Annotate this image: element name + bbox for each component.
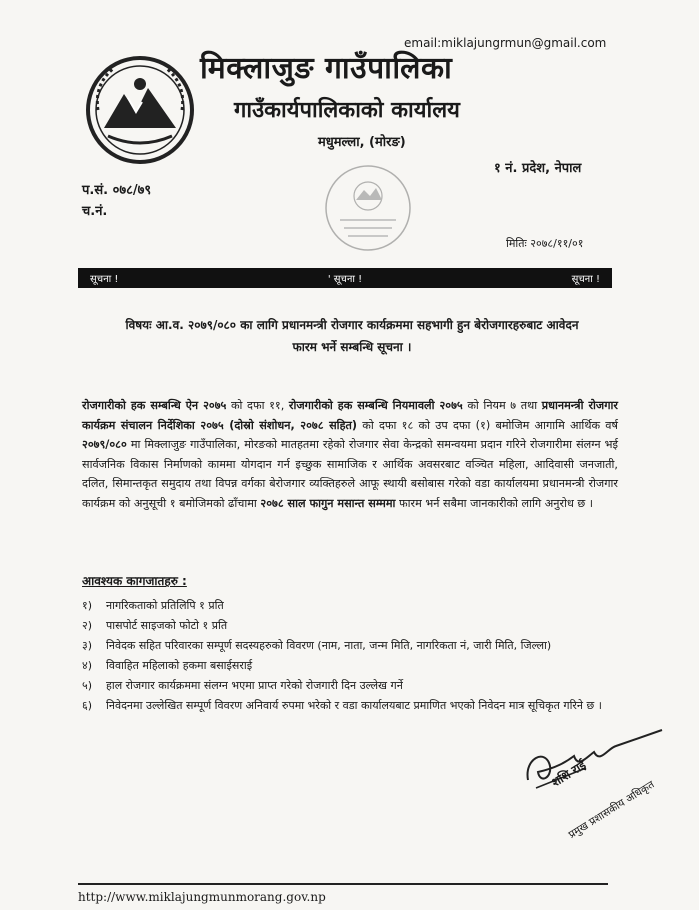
- list-text: निवेदनमा उल्लेखित सम्पूर्ण विवरण अनिवार्य रुपमा भरेको र वडा कार्यालयबाट प्रमाणित भएको निवेदन मात्र सूचिकृत गरिने छ ।: [106, 699, 602, 712]
- municipality-title: मिक्लाजुङ गाउँपालिका: [200, 51, 453, 86]
- body-bold-text: २०७८ साल फागुन मसान्त सम्ममा: [260, 496, 396, 510]
- list-text: विवाहित महिलाको हकमा बसाईसराई: [106, 659, 253, 672]
- body-text: मा मिक्लाजुङ गाउँपालिका, मोरङको मातहतमा रहेको रोजगार सेवा केन्द्रको समन्वयमा प्रदान गरिने रोजगारीमा संलग्न भई सार्वजनिक विकास निर्माणको काममा योगदान गर्न इच्छुक सामाजिक र आर्थिक अवसरबाट वञ्चित महिला, आदिवासी जनजाती, दलित, सिमान्तकृत समुदाय तथा विपन्न वर्गका बेरोजगार व्यक्तिहरुले आफू स्थायी बसोबास गरेको वडा कार्यालयमा प्रधानमन्त्री रोजगार कार्यक्रम को अनुसूची १ बमोजिमको ढाँचामा: [82, 438, 618, 510]
- notice-label: सूचना !: [571, 274, 600, 285]
- address-text: मधुमल्ला, (मोरङ): [318, 135, 406, 150]
- body-text: फारम भर्न सबैमा जानकारीको लागि अनुरोध छ ।: [395, 496, 594, 510]
- body-bold-text: रोजगारीको हक सम्बन्धि ऐन २०७५: [82, 399, 227, 412]
- list-number: ६): [82, 699, 93, 712]
- notice-label: सूचना !: [90, 274, 119, 285]
- footer-divider: [78, 883, 608, 885]
- province-text: १ नं. प्रदेश, नेपाल: [494, 161, 582, 176]
- list-text: हाल रोजगार कार्यक्रममा संलग्न भएमा प्राप्त गरेको रोजगारी दिन उल्लेख गर्ने: [106, 679, 403, 692]
- website-url: http://www.miklajungmunmorang.gov.np: [78, 890, 326, 904]
- body-bold-text: प्रधानमन्त्री रोजगार कार्यक्रम संचालन निर्देशिका २०७५ (दोस्रो संशोधन, २०७८ सहित): [82, 399, 618, 432]
- body-text: को नियम ७ तथा: [462, 399, 542, 412]
- office-stamp-seal: [322, 162, 414, 254]
- dispatch-number: च.नं.: [82, 204, 108, 219]
- list-text: निवेदक सहित परिवारका सम्पूर्ण सदस्यहरुको विवरण (नाम, नाता, जन्म मिति, नागरिकता नं, जारी मिति, जिल्ला): [106, 639, 552, 652]
- list-item: [82, 636, 618, 656]
- signer-name: शशि राई: [549, 757, 589, 790]
- requirements-heading: आवश्यक कागजातहरु :: [82, 574, 187, 588]
- list-number: १): [82, 599, 93, 612]
- notice-body: [82, 396, 618, 513]
- office-subtitle: गाउँकार्यपालिकाको कार्यालय: [234, 98, 460, 123]
- list-number: २): [82, 619, 93, 632]
- list-number: ५): [82, 679, 93, 692]
- list-item: [82, 656, 618, 676]
- list-number: ३): [82, 639, 93, 652]
- list-item: [82, 676, 618, 696]
- list-item: [82, 596, 618, 616]
- nepal-emblem-logo: [84, 54, 196, 166]
- email-text: email:miklajungrmun@gmail.com: [404, 36, 607, 50]
- requirements-list: [82, 596, 618, 716]
- list-text: नागरिकताको प्रतिलिपि १ प्रति: [106, 599, 224, 612]
- signer-designation: प्रमुख प्रशासकीय अधिकृत: [566, 778, 657, 842]
- notice-bar: [78, 268, 612, 288]
- subject-line: विषयः आ.व. २०७९/०८० का लागि प्रधानमन्त्री रोजगार कार्यक्रममा सहभागी हुन बेरोजगारहरुबाट आवेदन: [125, 318, 579, 332]
- body-text: को दफा १८ को उप दफा (१) बमोजिम आगामि आर्थिक वर्ष: [357, 418, 618, 432]
- list-text: पासपोर्ट साइजको फोटो १ प्रति: [106, 619, 228, 632]
- body-bold-text: रोजगारीको हक सम्बन्धि नियमावली २०७५: [288, 399, 463, 412]
- list-item: [82, 696, 618, 716]
- reference-number: प.सं. ०७८/७९: [82, 183, 152, 198]
- subject-line: फारम भर्ने सम्बन्धि सूचना ।: [292, 340, 412, 354]
- notice-label: ' सूचना !: [327, 274, 363, 285]
- list-item: [82, 616, 618, 636]
- issue-date: मितिः २०७८/११/०१: [506, 237, 584, 250]
- body-text: को दफा ११,: [226, 399, 289, 412]
- notice-subject: [82, 314, 622, 358]
- body-bold-text: २०७९/०८०: [82, 438, 127, 451]
- list-number: ४): [82, 659, 93, 672]
